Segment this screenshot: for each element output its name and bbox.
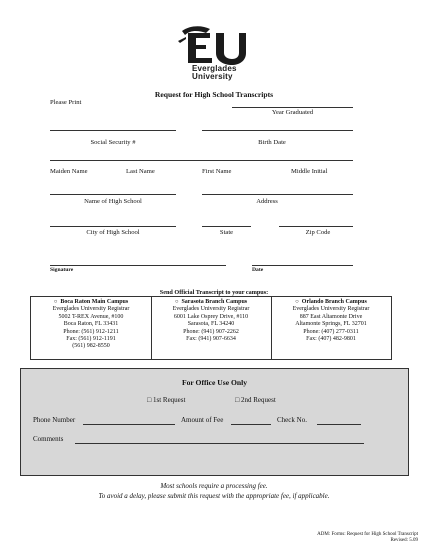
state-line[interactable] (202, 226, 251, 227)
campus-orlando[interactable] (271, 297, 391, 359)
campus-name: Sarasota Branch Campus (181, 299, 248, 305)
second-request-checkbox[interactable]: □ 2nd Request (235, 396, 276, 404)
high-school-label: Name of High School (84, 198, 142, 205)
ssn-line[interactable] (50, 130, 176, 131)
year-graduated-label: Year Graduated (271, 109, 314, 116)
first-request-checkbox[interactable]: □ 1st Request (147, 396, 186, 404)
logo-line-1: Everglades (192, 64, 237, 73)
middle-initial-label: Middle Initial (291, 168, 328, 175)
zip-line[interactable] (279, 226, 353, 227)
signature-label: Signature (50, 267, 74, 273)
amount-of-fee-line[interactable] (231, 424, 271, 425)
office-use-box (20, 368, 409, 476)
campus-sarasota[interactable] (151, 297, 272, 359)
comments-line[interactable] (75, 443, 364, 444)
zip-label: Zip Code (305, 229, 331, 236)
campus-radio-icon[interactable]: ○ (174, 299, 179, 305)
city-line[interactable] (50, 226, 176, 227)
address-line[interactable] (202, 194, 353, 195)
campus-radio-icon[interactable]: ○ (295, 299, 299, 305)
office-use-heading: For Office Use Only (181, 378, 248, 387)
phone-number-line[interactable] (83, 424, 175, 425)
campus-name: Boca Raton Main Campus (60, 299, 129, 305)
campus-line: Fax: (407) 482-9801 (306, 336, 356, 343)
submit-fee-note: To avoid a delay, please submit this request with the appropriate fee, if applicable. (98, 492, 330, 500)
check-no-line[interactable] (317, 424, 361, 425)
maiden-name-label: Maiden Name (50, 168, 88, 175)
campus-line: Fax: (561) 912-1191 (66, 336, 116, 343)
please-print-label: Please Print (50, 99, 82, 106)
signature-line[interactable] (50, 265, 226, 266)
date-line[interactable] (252, 265, 353, 266)
campus-radio-icon[interactable]: ○ (53, 299, 58, 305)
campus-table (30, 296, 392, 360)
campus-line: Everglades University Registrar (292, 306, 370, 313)
processing-fee-note: Most schools require a processing fee. (160, 482, 268, 490)
send-transcript-heading: Send Official Transcript to your campus: (159, 289, 269, 296)
campus-line: 887 East Altamonte Drive (299, 313, 363, 320)
page-title: Request for High School Transcripts (154, 90, 274, 99)
birth-date-label: Birth Date (258, 139, 286, 146)
campus-line: Altamonte Springs, FL 32701 (295, 321, 367, 328)
comments-label: Comments (33, 435, 64, 443)
campus-line: Phone: (561) 912-1211 (63, 328, 119, 335)
campus-line: Fax: (941) 907-6634 (186, 336, 236, 343)
campus-boca-raton[interactable] (31, 297, 152, 359)
campus-line: Sarasota, FL 34240 (187, 321, 235, 328)
eu-logo-icon (176, 25, 256, 65)
campus-line: Phone: (407) 277-0311 (303, 328, 359, 335)
footer-revised: Revised: 5.09 (390, 538, 418, 543)
footer-form-id: ADM: Forms: Request for High School Transcript (317, 532, 418, 537)
high-school-line[interactable] (50, 194, 176, 195)
name-line[interactable] (50, 160, 353, 161)
campus-line: Everglades University Registrar (52, 306, 130, 313)
phone-number-label: Phone Number (33, 416, 76, 424)
last-name-label: Last Name (126, 168, 155, 175)
campus-name: Orlando Branch Campus (301, 299, 367, 305)
ssn-label: Social Security # (90, 139, 136, 146)
campus-line: Phone: (941) 907-2262 (183, 328, 239, 335)
campus-line: 5002 T-REX Avenue, #100 (58, 313, 124, 320)
amount-of-fee-label: Amount of Fee (181, 416, 224, 424)
birth-date-line[interactable] (202, 130, 353, 131)
university-logo (176, 25, 256, 83)
campus-line: Everglades University Registrar (172, 306, 250, 313)
state-label: State (219, 229, 234, 236)
campus-line: 6001 Lake Osprey Drive, #110 (173, 313, 249, 320)
first-name-label: First Name (202, 168, 232, 175)
city-label: City of High School (86, 229, 140, 236)
year-graduated-line[interactable] (232, 107, 353, 108)
date-label: Date (252, 267, 264, 273)
check-no-label: Check No. (277, 416, 307, 424)
campus-line: (561) 982-8550 (72, 343, 110, 350)
address-label: Address (256, 198, 278, 205)
campus-line: Boca Raton, FL 33431 (63, 321, 119, 328)
logo-line-2: University (192, 72, 233, 81)
